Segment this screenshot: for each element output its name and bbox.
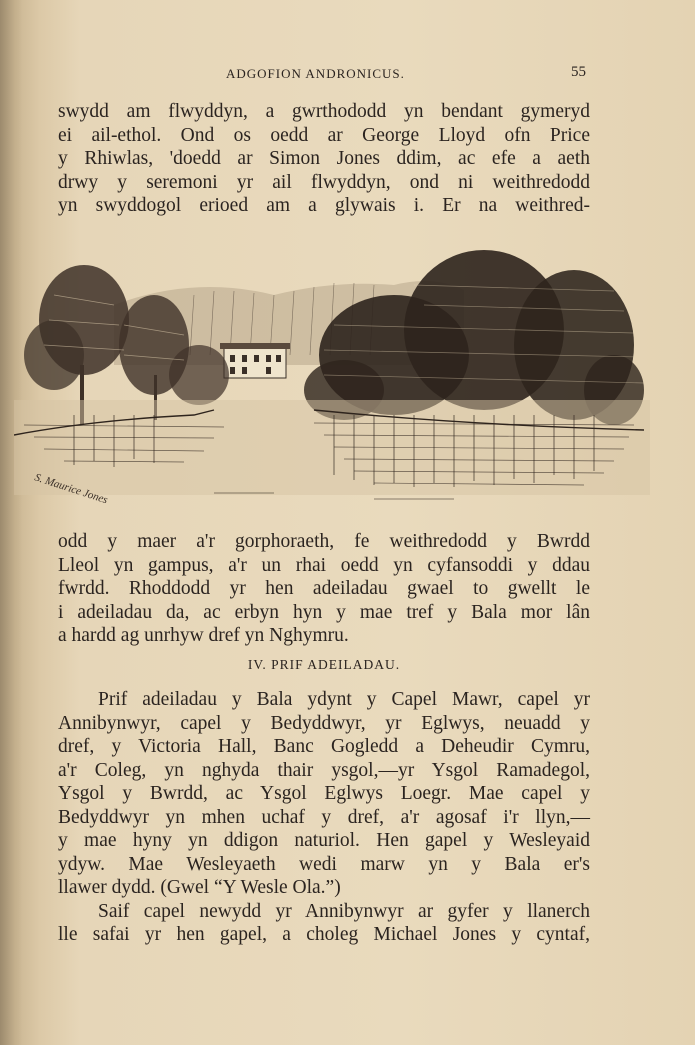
- section-heading: IV. PRIF ADEILADAU.: [247, 657, 401, 672]
- paragraph-3: [58, 688, 590, 947]
- text-line: drwy y seremoni yr ail flwyddyn, ond ni weithredodd: [58, 171, 590, 193]
- text-line: odd y maer a'r gorphoraeth, fe weithredodd y Bwrdd: [58, 531, 590, 552]
- right-trees: [304, 250, 644, 425]
- text-line: Saif capel newydd yr Annibynwyr ar gyfer y llanerch: [98, 900, 590, 922]
- text-line: dref, y Victoria Hall, Banc Gogledd a Deheudir Cymru,: [58, 736, 590, 757]
- house-drawing: [220, 343, 290, 378]
- text-line: i adeiladau da, ac erbyn hyn y mae tref y Bala mor lân: [58, 601, 590, 623]
- paragraph-1: [58, 100, 590, 218]
- text-line: Prif adeiladau y Bala ydynt y Capel Mawr, capel yr: [98, 689, 590, 710]
- text-line: yn swyddogol erioed am a glywais i. Er na weithred-: [58, 195, 590, 216]
- text-line: Bedyddwyr yn mhen uchaf y dref, a'r agosaf i'r llyn,—: [58, 806, 590, 828]
- text-line: ydyw. Mae Wesleyaeth wedi marw yn y Bala er's: [58, 853, 590, 875]
- text-line: lle safai yr hen gapel, a choleg Michael Jones y cyntaf,: [58, 924, 590, 945]
- text-line: Lleol yn gampus, a'r un rhai oedd yn cyfansoddi y ddau: [58, 554, 590, 576]
- running-head: [58, 64, 590, 86]
- paragraph-2: [58, 530, 590, 648]
- text-line: fwrdd. Rhoddodd yr hen adeiladau gwael to gwellt le: [58, 578, 590, 599]
- river-landscape-illustration: [14, 225, 650, 525]
- text-line: swydd am flwyddyn, a gwrthododd yn bendant gymeryd: [58, 101, 590, 122]
- text-line: y Rhiwlas, 'doedd ar Simon Jones ddim, ac efe a aeth: [58, 148, 590, 169]
- page-number: 55: [571, 64, 586, 80]
- text-line: Ysgol y Bwrdd, ac Ysgol Eglwys Loegr. Mae capel y: [58, 783, 590, 804]
- running-title: ADGOFION ANDRONICUS.: [226, 66, 405, 81]
- text-line: a'r Coleg, yn nghyda thair ysgol,—yr Ysgol Ramadegol,: [58, 759, 590, 781]
- text-line: y mae hyny yn ddigon naturiol. Hen gapel y Wesleyaid: [58, 830, 590, 851]
- artist-signature: S. Maurice Jones: [33, 471, 110, 507]
- text-line: Annibynwyr, capel y Bedyddwyr, yr Eglwys, neuadd y: [58, 712, 590, 734]
- text-line: llawer dydd. (Gwel “Y Wesle Ola.”): [58, 877, 341, 898]
- text-line: ei ail-ethol. Ond os oedd ar George Lloyd ofn Price: [58, 124, 590, 146]
- text-line: a hardd ag unrhyw dref yn Nghymru.: [58, 625, 349, 646]
